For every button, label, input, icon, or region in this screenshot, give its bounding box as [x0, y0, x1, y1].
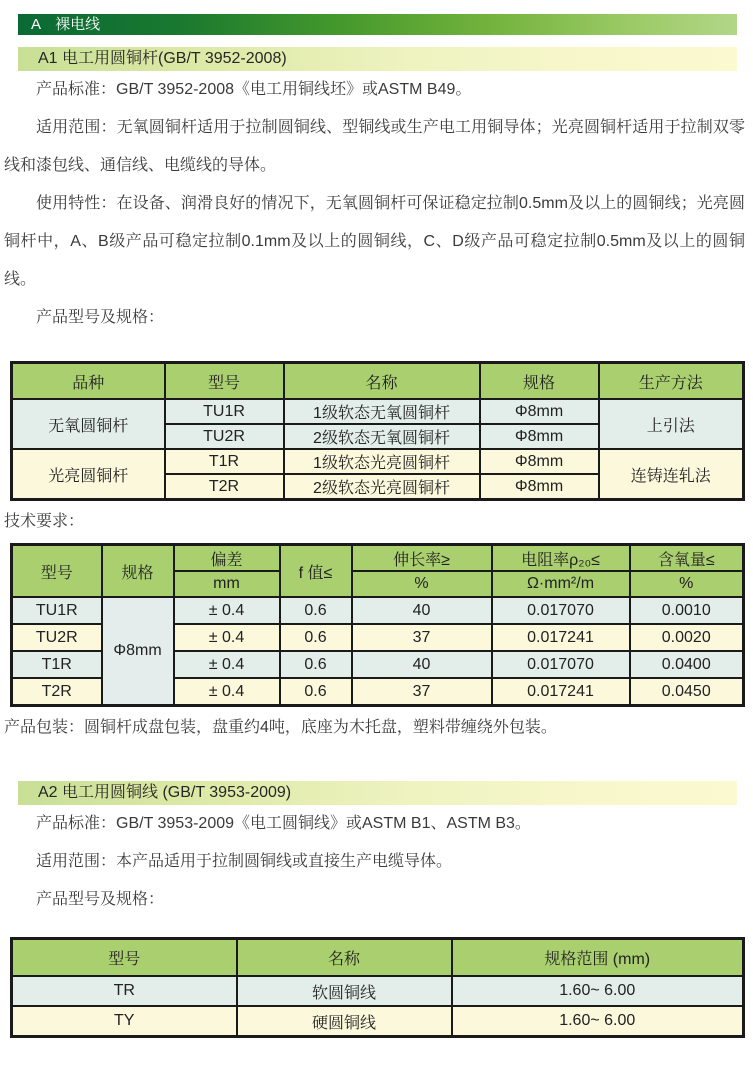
col-header-resistivity: 电阻率ρ₂₀≤	[492, 545, 630, 572]
section-a2-bar	[18, 781, 737, 805]
section-a-bar	[18, 14, 737, 35]
col-header-spec: 规格	[480, 363, 599, 400]
cell-model: TU1R	[165, 399, 284, 424]
col-header-name: 名称	[284, 363, 480, 400]
cell-deviation: ± 0.4	[174, 651, 280, 678]
cell-oxygen: 0.0010	[630, 597, 744, 624]
cell-deviation: ± 0.4	[174, 624, 280, 651]
cell-spec: Φ8mm	[480, 474, 599, 500]
col-header-model: 型号	[165, 363, 284, 400]
cell-deviation: ± 0.4	[174, 597, 280, 624]
cell-name: 1级软态无氧圆铜杆	[284, 399, 480, 424]
a2-scope: 适用范围：本产品适用于拉制圆铜线或直接生产电缆导体。	[36, 853, 453, 870]
cell-oxygen: 0.0020	[630, 624, 744, 651]
a1-product-standard: 产品标准：GB/T 3952-2008《电工用铜线坯》或ASTM B49。	[36, 81, 472, 98]
cell-f-value: 0.6	[280, 597, 352, 624]
a1-tech-table-header-row1	[12, 545, 744, 572]
cell-range: 1.60~ 6.00	[452, 976, 744, 1006]
cell-elongation: 37	[352, 624, 492, 651]
cell-resistivity: 0.017070	[492, 597, 630, 624]
col-header-deviation-unit: mm	[174, 571, 280, 597]
a1-tech-table	[10, 543, 745, 707]
cell-name: 软圆铜线	[237, 976, 452, 1006]
col-header-elongation: 伸长率≥	[352, 545, 492, 572]
a2-models-label: 产品型号及规格：	[36, 891, 165, 908]
cell-category: 光亮圆铜杆	[12, 449, 165, 500]
a1-tech-requirements-label: 技术要求：	[4, 513, 85, 530]
cell-resistivity: 0.017070	[492, 651, 630, 678]
cell-resistivity: 0.017241	[492, 624, 630, 651]
col-header-model: 型号	[12, 545, 102, 598]
cell-name: 2级软态光亮圆铜杆	[284, 474, 480, 500]
cell-model: TU2R	[12, 624, 102, 651]
cell-model: TU1R	[12, 597, 102, 624]
cell-range: 1.60~ 6.00	[452, 1006, 744, 1037]
a1-spec-table	[10, 361, 745, 501]
cell-name: 2级软态无氧圆铜杆	[284, 424, 480, 449]
cell-model: TR	[12, 976, 237, 1006]
cell-method: 上引法	[599, 399, 744, 449]
cell-spec: Φ8mm	[480, 399, 599, 424]
col-header-model: 型号	[12, 939, 237, 977]
col-header-deviation: 偏差	[174, 545, 280, 572]
cell-spec: Φ8mm	[480, 449, 599, 474]
col-header-f-value: f 值≤	[280, 545, 352, 598]
catalog-page	[0, 14, 753, 1038]
cell-f-value: 0.6	[280, 651, 352, 678]
col-header-oxygen-unit: %	[630, 571, 744, 597]
cell-elongation: 40	[352, 651, 492, 678]
cell-deviation: ± 0.4	[174, 678, 280, 706]
section-a-title: A 裸电线	[31, 16, 101, 33]
cell-model: T2R	[165, 474, 284, 500]
table-row	[12, 449, 744, 474]
cell-category: 无氧圆铜杆	[12, 399, 165, 449]
cell-oxygen: 0.0400	[630, 651, 744, 678]
cell-model: T1R	[12, 651, 102, 678]
cell-elongation: 40	[352, 597, 492, 624]
cell-method: 连铸连轧法	[599, 449, 744, 500]
table-row	[12, 597, 744, 624]
a1-usage-characteristics: 使用特性：在设备、润滑良好的情况下，无氧圆铜杆可保证稳定拉制0.5mm及以上的圆铜线；光亮圆铜杆中，A、B级产品可稳定拉制0.1mm及以上的圆铜线，C、D级产品可稳定拉制0.5mm及以上的圆铜线。	[4, 195, 745, 288]
a2-product-standard: 产品标准：GB/T 3953-2009《电工圆铜线》或ASTM B1、ASTM B3。	[36, 815, 531, 832]
col-header-name: 名称	[237, 939, 452, 977]
a2-model-table-header-row	[12, 939, 744, 977]
col-header-spec: 规格	[102, 545, 174, 598]
cell-f-value: 0.6	[280, 624, 352, 651]
a2-model-table	[10, 937, 745, 1038]
table-row	[12, 399, 744, 424]
cell-resistivity: 0.017241	[492, 678, 630, 706]
cell-name: 1级软态光亮圆铜杆	[284, 449, 480, 474]
col-header-range: 规格范围 (mm)	[452, 939, 744, 977]
cell-name: 硬圆铜线	[237, 1006, 452, 1037]
cell-shared-spec: Φ8mm	[102, 597, 174, 706]
cell-model: T1R	[165, 449, 284, 474]
cell-model: TY	[12, 1006, 237, 1037]
cell-elongation: 37	[352, 678, 492, 706]
section-a1-bar	[18, 47, 737, 71]
col-header-elongation-unit: %	[352, 571, 492, 597]
cell-spec: Φ8mm	[480, 424, 599, 449]
col-header-resistivity-unit: Ω·mm²/m	[492, 571, 630, 597]
a1-spec-table-header-row	[12, 363, 744, 400]
a1-models-label: 产品型号及规格：	[36, 309, 165, 326]
cell-model: TU2R	[165, 424, 284, 449]
a1-packaging: 产品包装：圆铜杆成盘包装，盘重约4吨，底座为木托盘，塑料带缠绕外包装。	[4, 719, 557, 736]
section-a1-title: A1 电工用圆铜杆(GB/T 3952-2008)	[38, 50, 287, 67]
col-header-method: 生产方法	[599, 363, 744, 400]
a1-scope: 适用范围：无氧圆铜杆适用于拉制圆铜线、型铜线或生产电工用铜导体；光亮圆铜杆适用于拉制双零线和漆包线、通信线、电缆线的导体。	[4, 119, 745, 174]
cell-oxygen: 0.0450	[630, 678, 744, 706]
section-a2-title: A2 电工用圆铜线 (GB/T 3953-2009)	[38, 784, 292, 801]
col-header-category: 品种	[12, 363, 165, 400]
cell-model: T2R	[12, 678, 102, 706]
cell-f-value: 0.6	[280, 678, 352, 706]
table-row	[12, 1006, 744, 1037]
table-row	[12, 976, 744, 1006]
col-header-oxygen: 含氧量≤	[630, 545, 744, 572]
